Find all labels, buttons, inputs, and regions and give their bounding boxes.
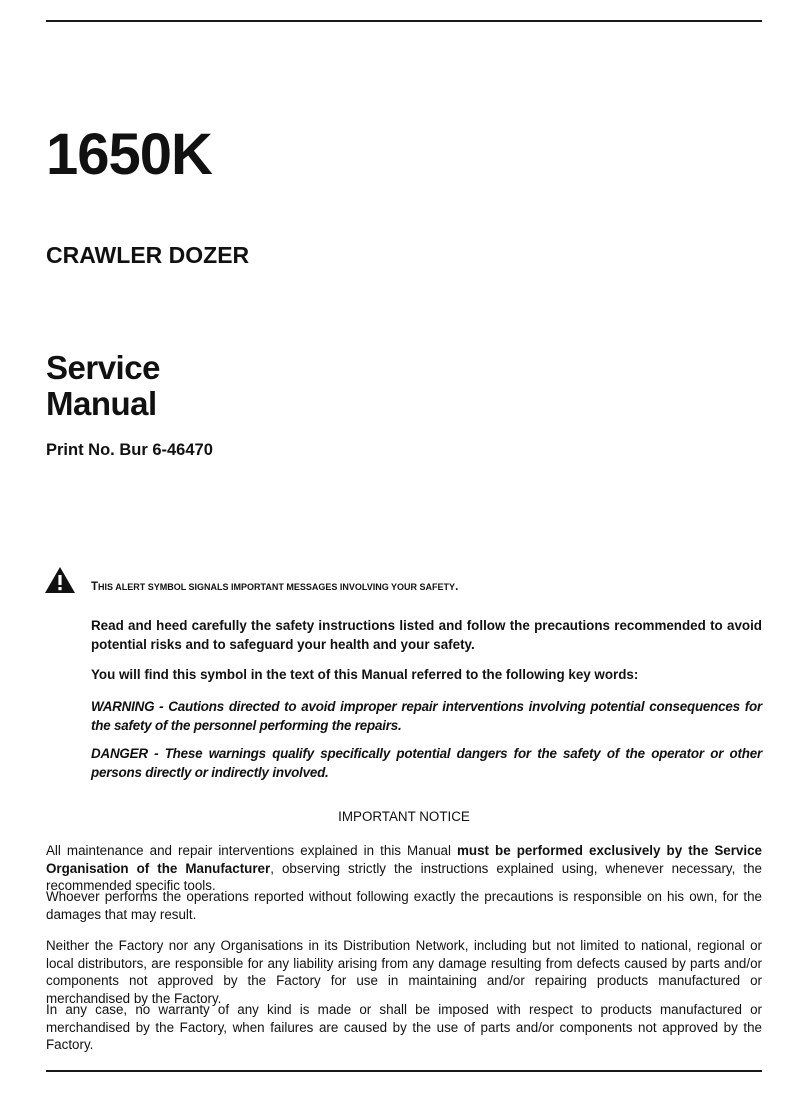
model-number: 1650K xyxy=(46,122,212,187)
alert-symbol-statement xyxy=(91,580,458,594)
notice-heading: IMPORTANT NOTICE xyxy=(338,809,470,824)
title-line-manual: Manual xyxy=(46,385,157,422)
key-words-paragraph: You will find this symbol in the text of this Manual referred to the following key words: xyxy=(91,667,639,682)
document-title xyxy=(46,350,160,422)
print-number: Print No. Bur 6-46470 xyxy=(46,441,213,459)
title-line-service: Service xyxy=(46,349,160,386)
notice-paragraph-4: In any case, no warranty of any kind is made or shall be imposed with respect to products manufactured or merchandised by the Factory, when failures are caused by the use of parts and/or components not approved by the Factory. xyxy=(46,1002,762,1052)
notice-paragraph-2: Whoever performs the operations reported without following exactly the precautions is responsible on his own, for the damages that may result. xyxy=(46,889,762,922)
notice-p1-end: , observing strictly the instructions explained using, whenever necessary, the recommended specific tools. xyxy=(46,860,762,893)
notice-p1-start: All maintenance and repair interventions explained in this Manual xyxy=(46,843,458,858)
notice-paragraph-1 xyxy=(46,842,762,895)
top-rule xyxy=(46,20,762,22)
alert-period: . xyxy=(455,581,459,593)
notice-paragraph-3: Neither the Factory nor any Organisations in its Distribution Network, including but not limited to national, regional or local distributors, are responsible for any liability arising from any damage resulting from defects caused by parts and/or components not approved by the Factory for use in maintaining and/or repairing products manufactured or merchandised by the Factory. xyxy=(46,938,762,1006)
warning-triangle-icon xyxy=(44,566,76,594)
alert-text: HIS ALERT SYMBOL SIGNALS IMPORTANT MESSAGES INVOLVING YOUR SAFETY xyxy=(98,582,456,592)
notice-p1-emphasis: must be performed exclusively by the Service Organisation of the Manufacturer xyxy=(46,843,762,876)
danger-definition: DANGER - These warnings qualify specifically potential dangers for the safety of the operator or other persons directly or indirectly involved. xyxy=(91,746,762,780)
warning-definition: WARNING - Cautions directed to avoid improper repair interventions involving potential consequences for the safety of the personnel performing the repairs. xyxy=(91,699,762,733)
bottom-rule xyxy=(46,1070,762,1072)
alert-initial: T xyxy=(91,581,99,593)
product-name: CRAWLER DOZER xyxy=(46,242,250,268)
read-heed-paragraph: Read and heed carefully the safety instructions listed and follow the precautions recommended to avoid potential risks and to safeguard your health and your safety. xyxy=(91,618,762,652)
